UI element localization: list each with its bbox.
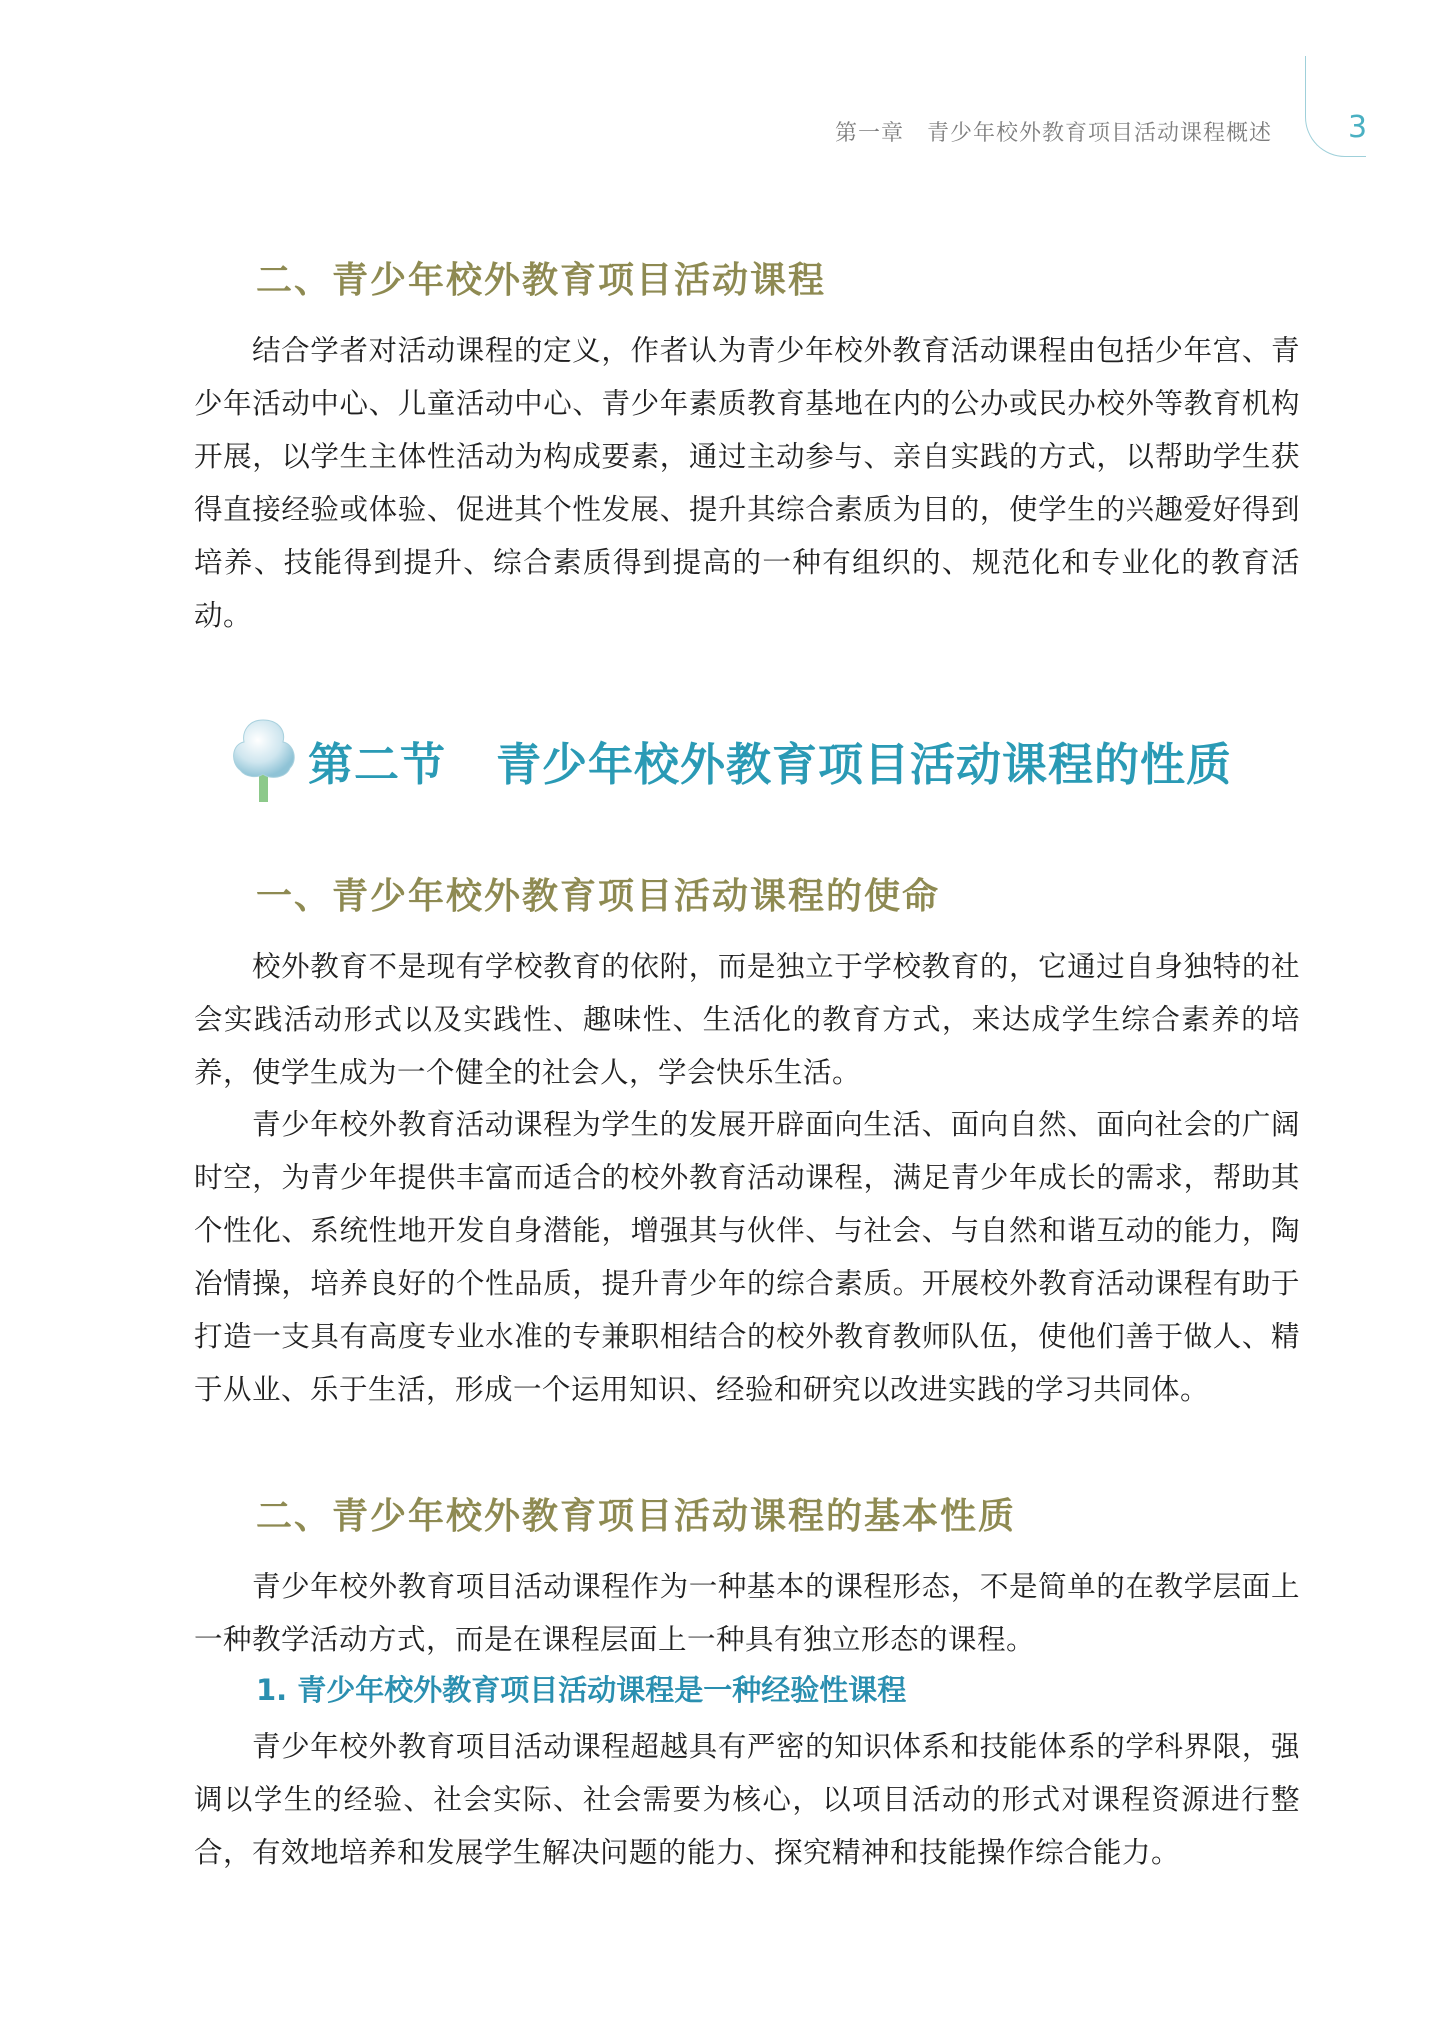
heading-nature: 二、青少年校外教育项目活动课程的基本性质 bbox=[256, 1496, 1017, 1537]
paragraph-nature: 青少年校外教育项目活动课程作为一种基本的课程形态，不是简单的在教学层面上一种教学活动方式，而是在课程层面上一种具有独立形态的课程。 bbox=[194, 1570, 1300, 1656]
paragraph-mission-1: 校外教育不是现有学校教育的依附，而是独立于学校教育的，它通过自身独特的社会实践活动形式以及实践性、趣味性、生活化的教育方式，来达成学生综合素养的培养，使学生成为一个健全的社会人，学会快乐生活。 bbox=[194, 950, 1300, 1089]
tree-icon bbox=[228, 716, 298, 804]
paragraph-definition: 结合学者对活动课程的定义，作者认为青少年校外教育活动课程由包括少年宫、青少年活动中心、儿童活动中心、青少年素质教育基地在内的公办或民办校外等教育机构开展，以学生主体性活动为构成要素，通过主动参与、亲自实践的方式，以帮助学生获得直接经验或体验、促进其个性发展、提升其综合素质为目的，使学生的兴趣爱好得到培养、技能得到提升、综合素质得到提高的一种有组织的、规范化和专业化的教育活动。 bbox=[194, 334, 1300, 632]
subheading-experiential: 1. 青少年校外教育项目活动课程是一种经验性课程 bbox=[256, 1673, 907, 1707]
heading-mission: 一、青少年校外教育项目活动课程的使命 bbox=[256, 876, 941, 917]
paragraph-experiential: 青少年校外教育项目活动课程超越具有严密的知识体系和技能体系的学科界限，强调以学生的经验、社会实际、社会需要为核心，以项目活动的形式对课程资源进行整合，有效地培养和发展学生解决问题的能力、探究精神和技能操作综合能力。 bbox=[194, 1730, 1300, 1869]
section-name: 青少年校外教育项目活动课程的性质 bbox=[496, 737, 1233, 791]
running-header: 第一章 青少年校外教育项目活动课程概述 bbox=[834, 121, 1272, 146]
section-title-text bbox=[308, 728, 1232, 793]
heading-2-course: 二、青少年校外教育项目活动课程 bbox=[256, 260, 827, 301]
paragraph-mission-2: 青少年校外教育活动课程为学生的发展开辟面向生活、面向自然、面向社会的广阔时空，为青少年提供丰富而适合的校外教育活动课程，满足青少年成长的需求，帮助其个性化、系统性地开发自身潜能，增强其与伙伴、与社会、与自然和谐互动的能力，陶冶情操，培养良好的个性品质，提升青少年的综合素质。开展校外教育活动课程有助于打造一支具有高度专业水准的专兼职相结合的校外教育教师队伍，使他们善于做人、精于从业、乐于生活，形成一个运用知识、经验和研究以改进实践的学习共同体。 bbox=[194, 1108, 1300, 1406]
section-number: 第二节 bbox=[308, 737, 447, 791]
section-title bbox=[228, 716, 1232, 804]
page-number: 3 bbox=[1348, 110, 1368, 145]
